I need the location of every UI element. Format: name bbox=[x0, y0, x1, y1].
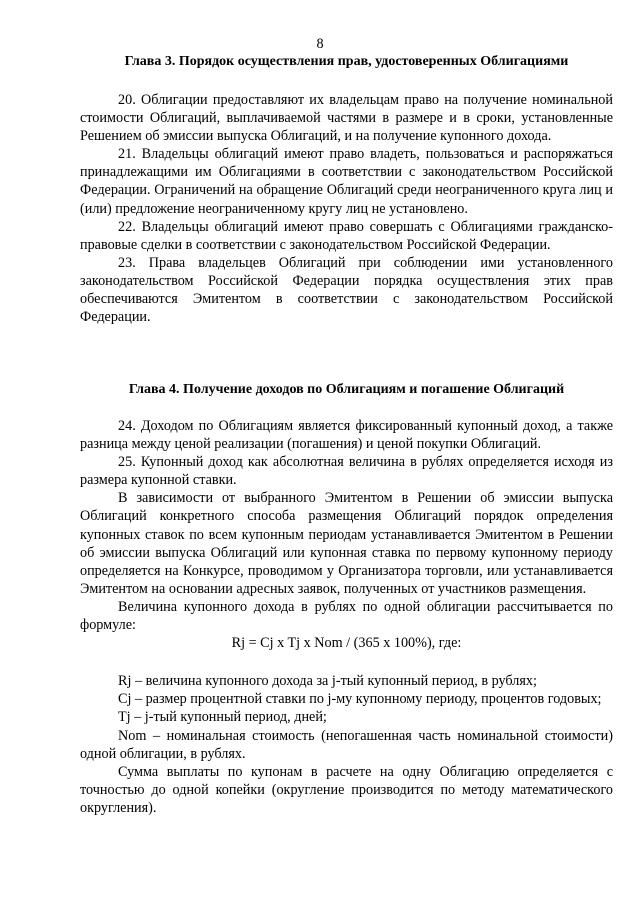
page-number: 8 bbox=[316, 36, 324, 52]
definition-rj: Rj – величина купонного дохода за j-тый купонный период, в рублях; bbox=[118, 673, 537, 690]
paragraph-22: 22. Владельцы облигаций имеют право совершать с Облигациями гражданско-правовые сделки в соответствии с законодательством Российской Федерации. bbox=[80, 218, 613, 253]
definition-cj: Cj – размер процентной ставки по j-му купонному периоду, процентов годовых; bbox=[118, 691, 602, 708]
chapter-3-body bbox=[80, 91, 613, 326]
coupon-formula: Rj = Cj x Tj x Nom / (365 x 100%), где: bbox=[231, 635, 462, 652]
paragraph-20: 20. Облигации предоставляют их владельцам право на получение номинальной стоимости Облигаций, выплачиваемой частями в размере и в сроки, установленные Решением об эмиссии выпуска Облигаций, и на получение купонного дохода. bbox=[80, 92, 613, 145]
paragraph-25: 25. Купонный доход как абсолютная величина в рублях определяется исходя из размера купонной ставки. bbox=[80, 454, 613, 489]
definition-nom: Nom – номинальная стоимость (непогашенная часть номинальной стоимости) одной облигации, в рублях. bbox=[80, 727, 613, 762]
paragraph-coupon-rate: В зависимости от выбранного Эмитентом в Решении об эмиссии выпуска Облигаций конкретного способа размещения Облигаций порядок определения купонных ставок по всем купонным периодам устанавливается Эмитентом в Решении об эмиссии выпуска Облигаций или купонная ставка по первому купонному периоду определяется на Конкурсе, проводимом у Организатора торговли, или устанавливается Эмитентом на основании адресных заявок, полученных от участников размещения. bbox=[80, 490, 613, 597]
chapter-4-body bbox=[80, 417, 613, 817]
paragraph-formula-intro: Величина купонного дохода в рублях по одной облигации рассчитывается по формуле: bbox=[80, 598, 613, 634]
paragraph-21: 21. Владельцы облигаций имеют право владеть, пользоваться и распоряжаться принадлежащими им Облигациями в соответствии с законодательством Российской Федерации. Ограничений на обращение Облигаций среди неограниченного круга лиц и (или) предложение неограниченному кругу лиц не установлено. bbox=[80, 146, 613, 217]
paragraph-rounding: Сумма выплаты по купонам в расчете на одну Облигацию определяется с точностью до одной копейки (округление производится по методу математического округления). bbox=[80, 763, 613, 816]
paragraph-23: 23. Права владельцев Облигаций при соблюдении ими установленного законодательством Российской Федерации порядка осуществления этих прав обеспечиваются Эмитентом в соответствии с законодательством Российской Федерации. bbox=[80, 254, 613, 326]
chapter-4-title: Глава 4. Получение доходов по Облигациям и погашение Облигаций bbox=[128, 382, 565, 397]
paragraph-24: 24. Доходом по Облигациям является фиксированный купонный доход, а также разница между ценой реализации (погашения) и ценой покупки Облигаций. bbox=[80, 418, 613, 453]
chapter-3-title: Глава 3. Порядок осуществления прав, удостоверенных Облигациями bbox=[124, 54, 569, 69]
definition-tj: Tj – j-тый купонный период, дней; bbox=[118, 709, 327, 726]
